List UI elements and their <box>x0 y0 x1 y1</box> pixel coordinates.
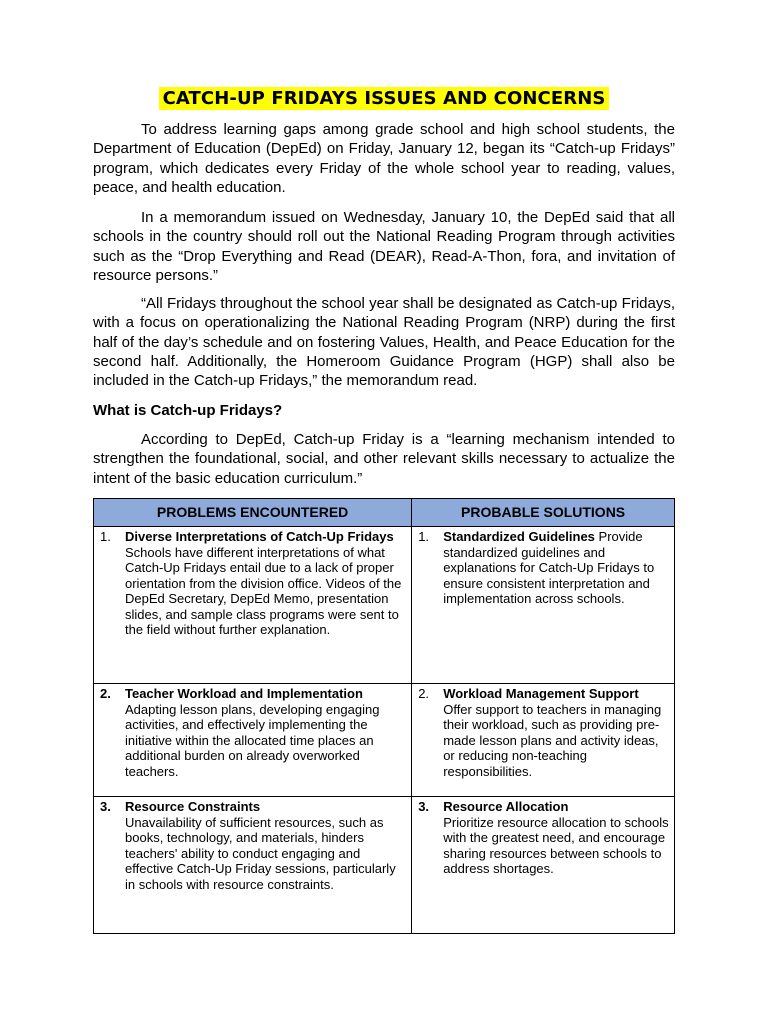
solution-cell <box>412 527 675 684</box>
solution-description: Offer support to teachers in managing their workload, such as providing pre-made lesson plans and activity ideas, or reducing non-teaching responsibilities. <box>443 701 662 779</box>
problem-description: Adapting lesson plans, developing engaging activities, and effectively implementing the initiative within the allocated time places an additional burden on already overworked teachers. <box>125 701 380 779</box>
paragraph-memorandum <box>93 208 675 285</box>
table-row <box>94 797 675 934</box>
paragraph-text: To address learning gaps among grade school and high school students, the Department of Education (DepEd) on Friday, January 12, began its “Catch-up Fridays” program, which dedicates every Friday of the whole school year to reading, values, peace, and health education. <box>93 121 675 196</box>
solution-title: Workload Management Support <box>443 686 639 701</box>
solution-cell <box>412 684 675 797</box>
solution-cell <box>412 797 675 934</box>
problem-number: 3. <box>100 799 111 814</box>
issues-table <box>93 498 675 934</box>
problem-cell <box>94 527 412 684</box>
solution-title: Standardized Guidelines <box>443 529 595 544</box>
problem-cell <box>94 684 412 797</box>
solution-number: 1. <box>418 529 430 544</box>
solution-number: 3. <box>418 799 430 814</box>
header-solutions: PROBABLE SOLUTIONS <box>412 499 675 527</box>
header-problems: PROBLEMS ENCOUNTERED <box>94 499 412 527</box>
problem-description: Unavailability of sufficient resources, such as books, technology, and materials, hinders teachers' ability to conduct engaging and effective Catch-Up Friday sessions, particularly in schools with resource constraints. <box>125 814 396 892</box>
problem-title: Teacher Workload and Implementation <box>125 686 363 701</box>
solution-description: Provide standardized guidelines and explanations for Catch-Up Fridays to ensure consistent interpretation and implementation across schools. <box>443 529 655 606</box>
paragraph-text: In a memorandum issued on Wednesday, January 10, the DepEd said that all schools in the country should roll out the National Reading Program through activities such as the “Drop Everything and Read (DEAR), Read-A-Thon, fora, and invitation of resource persons.” <box>93 209 675 284</box>
paragraph-text: According to DepEd, Catch-up Friday is a “learning mechanism intended to strengthen the foundational, social, and other relevant skills necessary to actualize the intent of the basic education curriculum.” <box>93 431 675 487</box>
document-title: CATCH-UP FRIDAYS ISSUES AND CONCERNS <box>159 87 610 110</box>
problem-number: 1. <box>100 529 111 544</box>
paragraph-definition <box>93 430 675 488</box>
solution-title: Resource Allocation <box>443 799 569 814</box>
problem-title: Diverse Interpretations of Catch-Up Fridays <box>125 529 394 544</box>
paragraph-text: “All Fridays throughout the school year shall be designated as Catch-up Fridays, with a focus on operationalizing the National Reading Program (NRP) during the first half of the day’s schedule and on fostering Values, Health, and Peace Education for the second half. Additionally, the Homeroom Guidance Program (HGP) shall also be included in the Catch-up Fridays,” the memorandum read. <box>93 295 675 390</box>
title-container <box>0 87 768 110</box>
table-row <box>94 684 675 797</box>
solution-description: Prioritize resource allocation to schools with the greatest need, and encourage sharing resources between schools to address shortages. <box>443 814 669 876</box>
question-heading: What is Catch-up Fridays? <box>93 402 283 419</box>
problem-number: 2. <box>100 686 111 701</box>
table-header-row <box>94 499 675 527</box>
table-row <box>94 527 675 684</box>
paragraph-intro <box>93 120 675 197</box>
problem-cell <box>94 797 412 934</box>
paragraph-quote <box>93 294 675 390</box>
problem-title: Resource Constraints <box>125 799 261 814</box>
solution-number: 2. <box>418 686 430 701</box>
problem-description: Schools have different interpretations of what Catch-Up Fridays entail due to a lack of proper orientation from the division office. Videos of the DepEd Secretary, DepEd Memo, presentation slides, and sample class programs were sent to the field without further explanation. <box>125 544 402 637</box>
